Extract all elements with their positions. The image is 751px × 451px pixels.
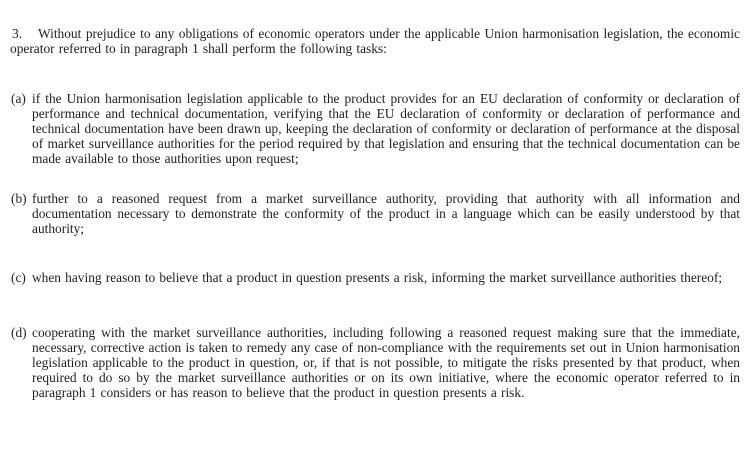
task-label-b: (b) [11,191,27,207]
task-text-c: when having reason to believe that a product in question presents a risk, informing the market surveillance authorities thereof; [32,270,723,286]
task-text-b: further to a reasoned request from a market surveillance authority, providing that authority with all information and documentation necessary to demonstrate the conformity of the product in a language which can be easily understood by that authority; [32,191,740,237]
task-text-a: if the Union harmonisation legislation applicable to the product provides for an EU declaration of conformity or declaration of performance and technical documentation, verifying that the EU declaration of conformity or declaration of performance and technical documentation have been drawn up, keeping the declaration of conformity or declaration of performance at the disposal of market surveillance authorities for the period required by that legislation and ensuring that the technical documentation can be made available to those authorities upon request; [32,91,740,167]
task-label-d: (d) [11,325,27,341]
paragraph-number: 3. [12,26,23,42]
task-item-b [10,191,740,236]
task-label-a: (a) [11,91,26,107]
lead-paragraph [10,26,740,56]
task-text-d: cooperating with the market surveillance authorities, including following a reasoned request making sure that the immediate, necessary, corrective action is taken to remedy any case of non-compliance with the requirements set out in Union harmonisation legislation applicable to the product in question, or, if that is not possible, to mitigate the risks presented by that product, when required to do so by the market surveillance authorities or on its own initiative, where the economic operator referred to in paragraph 1 considers or has reason to believe that the product in question presents a risk. [32,325,740,401]
task-item-c [10,270,740,285]
task-item-d [10,325,740,400]
task-item-a [10,91,740,166]
lead-paragraph-text: Without prejudice to any obligations of economic operators under the applicable Union harmonisation legislation, the economic operator referred to in paragraph 1 shall perform the following tasks: [10,26,740,57]
task-label-c: (c) [11,270,26,286]
